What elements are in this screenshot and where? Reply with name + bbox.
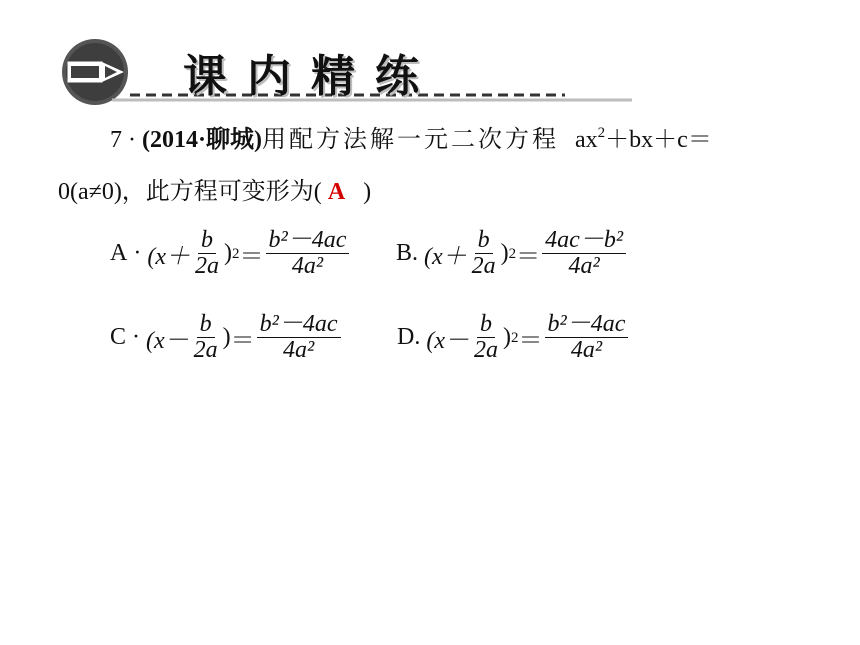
option-a-lhs-fraction <box>192 228 222 279</box>
option-c-rhs-fraction <box>257 312 341 363</box>
section-title: 课内精练 <box>183 51 439 102</box>
option-a-label: A <box>110 240 128 267</box>
option-b-sep: . <box>412 240 419 267</box>
source-close: ) <box>254 127 263 153</box>
question-line-1 <box>110 125 712 153</box>
option-c-sep: · <box>132 324 141 351</box>
question-line2-text: 0(a≠0)，此方程可变形为( <box>58 179 322 205</box>
option-a-rhs-den: 4a² <box>291 253 324 280</box>
option-a-rhs-fraction <box>266 228 350 279</box>
option-d-label: D <box>397 324 415 351</box>
option-d-lhs-den: 2a <box>474 337 498 364</box>
answer-close: ) <box>363 179 372 205</box>
option-d: D . (x－ $\frac{b}{2a}$ ) 2 ＝ $\frac{\text{b²－4ac}}{\text{4a²}}$ <box>397 312 630 363</box>
option-d-lhs-fraction <box>471 312 501 363</box>
option-d-rhs-den: 4a² <box>570 337 603 364</box>
option-c-lhs-close: ) <box>222 324 231 351</box>
option-b: B . (x＋ $\frac{b}{2a}$ ) 2 ＝ $\frac{\text{4ac－b²}}{\text{4a²}}$ <box>396 228 628 279</box>
pencil-icon <box>62 39 128 105</box>
option-d-eq: ＝ <box>518 328 543 355</box>
option-b-lhs-close: ) <box>500 240 509 267</box>
option-a-rhs-num: b²－4ac <box>266 228 350 254</box>
option-a-lhs-num: b <box>198 228 216 254</box>
option-d-sep: . <box>414 324 421 351</box>
option-c-lhs-den: 2a <box>193 337 218 364</box>
question-source: 2014·聊城 <box>150 127 255 153</box>
equation-exponent: 2 <box>597 125 606 141</box>
option-b-lhs-den: 2a <box>471 253 496 280</box>
question-dot: · <box>128 127 136 153</box>
option-c-lhs-open: (x－ <box>146 328 189 355</box>
option-c-lhs-num: b <box>197 312 215 338</box>
question-text: 用配方法解一元二次方程 <box>262 127 560 153</box>
option-d-lhs-num: b <box>477 312 495 338</box>
option-d-rhs-fraction <box>545 312 629 363</box>
option-b-lhs-num: b <box>475 228 493 254</box>
option-c-lhs-fraction <box>191 312 221 363</box>
question-line-2 <box>58 180 371 204</box>
option-a-sep: · <box>133 240 142 267</box>
option-d-rhs-num: b²－4ac <box>545 312 629 338</box>
option-b-lhs-fraction <box>469 228 499 279</box>
option-b-eq: ＝ <box>516 244 541 271</box>
option-b-rhs-num: 4ac－b² <box>542 228 626 254</box>
option-d-lhs-open: (x－ <box>426 328 469 355</box>
option-c-label: C <box>110 324 127 351</box>
option-c-rhs-den: 4a² <box>283 337 315 364</box>
answer-letter: A <box>327 179 346 205</box>
equation-rest: ＋bx＋c＝ <box>605 127 712 153</box>
option-b-lhs-open: (x＋ <box>424 244 467 271</box>
option-c-rhs-num: b²－4ac <box>257 312 341 338</box>
option-b-label: B <box>396 240 413 267</box>
equation-ax: ax <box>575 127 598 153</box>
option-c <box>110 312 343 363</box>
option-a: A · (x＋ $\frac{b}{2a}$ ) 2 ＝ $\frac{\text{b²－4ac}}{\text{4a²}}$ <box>110 228 351 279</box>
option-a-lhs-close: ) <box>224 240 232 267</box>
section-header <box>0 0 860 120</box>
option-b-rhs-den: 4a² <box>568 253 600 280</box>
question-number: 7 <box>110 127 122 153</box>
option-a-eq: ＝ <box>239 244 264 271</box>
option-b-rhs-fraction <box>542 228 626 279</box>
option-c-eq: ＝ <box>230 328 255 355</box>
source-open: ( <box>142 127 150 153</box>
option-d-lhs-close: ) <box>503 324 511 351</box>
option-a-lhs-open: (x＋ <box>147 244 190 271</box>
option-a-lhs-den: 2a <box>195 253 219 280</box>
